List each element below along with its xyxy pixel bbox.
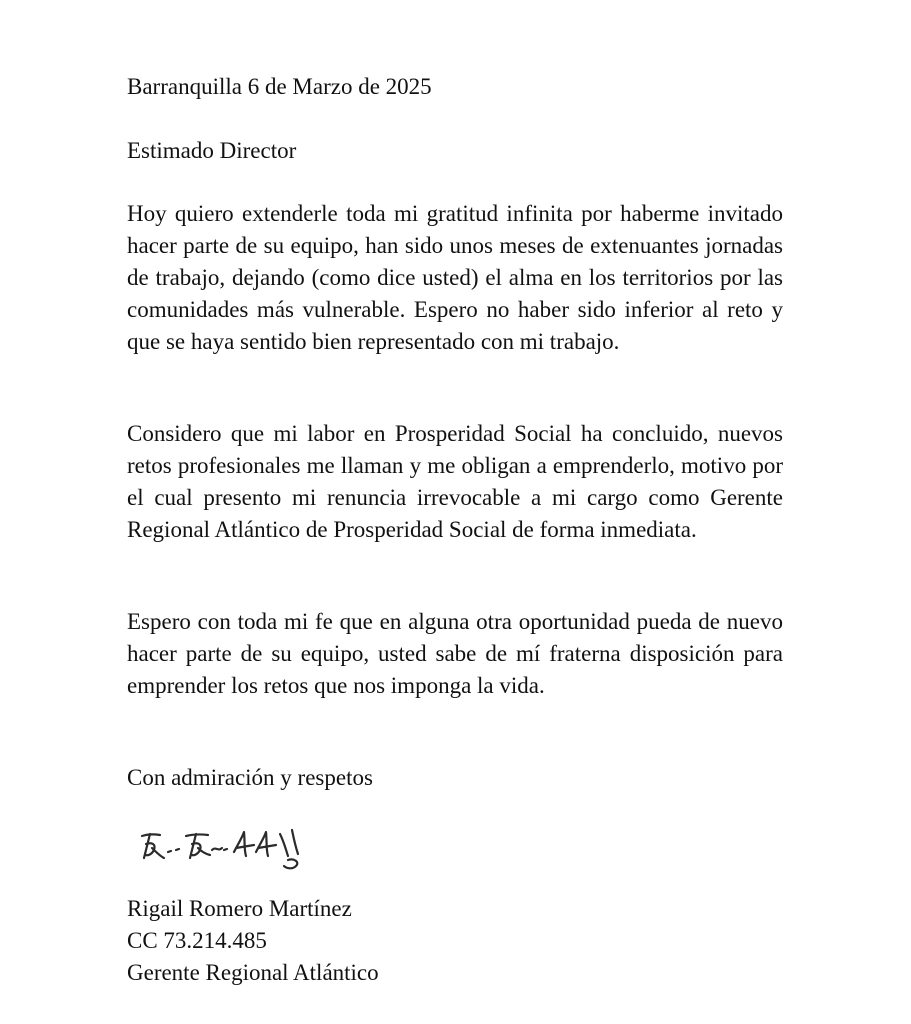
letter-paragraph: Hoy quiero extenderle toda mi gratitud infinita por haberme invitado hacer parte de su equipo, han sido unos meses de extenuantes jornadas de trabajo, dejando (como dice usted) el alma en los territorios por las comunidades más vulnerable. Espero no haber sido inferior al reto y que se haya sentido bien representado con mi trabajo. <box>127 201 783 354</box>
letter-closing: Con admiración y respetos <box>127 765 373 790</box>
handwritten-signature <box>138 822 378 872</box>
signer-id: CC 73.214.485 <box>127 928 267 953</box>
letter-date: Barranquilla 6 de Marzo de 2025 <box>127 74 432 99</box>
signer-name: Rigail Romero Martínez <box>127 896 352 921</box>
letter-paragraph: Considero que mi labor en Prosperidad Social ha concluido, nuevos retos profesionales me llaman y me obligan a emprenderlo, motivo por el cual presento mi renuncia irrevocable a mi cargo como Gerente Regional Atlántico de Prosperidad Social de forma inmediata. <box>127 421 783 542</box>
letter-paragraph: Espero con toda mi fe que en alguna otra oportunidad pueda de nuevo hacer parte de su equipo, usted sabe de mí fraterna disposición para emprender los retos que nos imponga la vida. <box>127 609 783 698</box>
letter-salutation: Estimado Director <box>127 138 297 163</box>
signer-title: Gerente Regional Atlántico <box>127 960 379 985</box>
